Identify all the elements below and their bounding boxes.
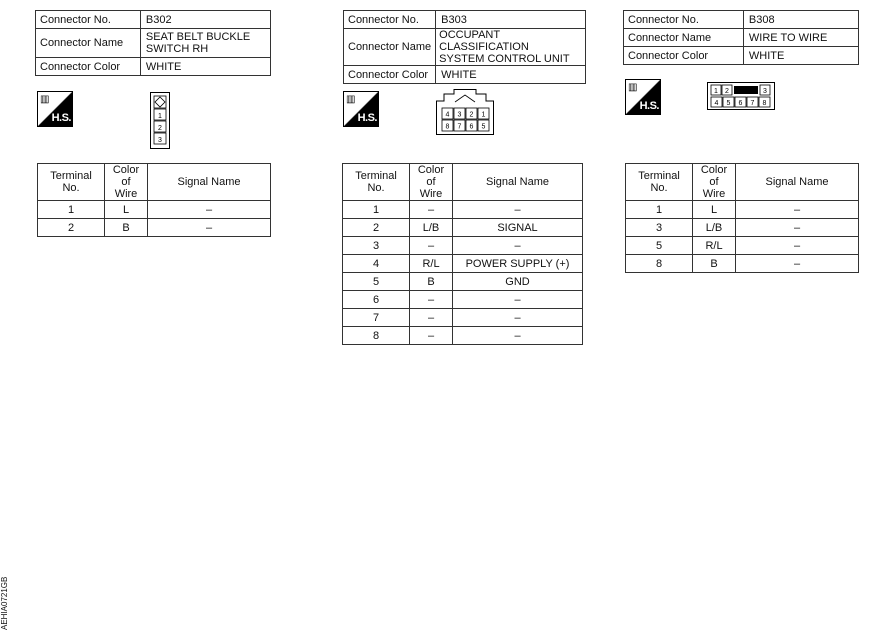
harness-side-icon: ▥ H.S. (343, 91, 379, 127)
terminal-table-b302: Terminal No. Color of Wire Signal Name 1 L – 2 B – (37, 163, 271, 237)
connector-face-b303 (436, 89, 494, 135)
figure-code: AEHIA0721GB (0, 576, 9, 630)
pin-label: 1 (481, 111, 486, 119)
table-row: 5 B GND (343, 273, 583, 291)
table-row: 6 – – (343, 291, 583, 309)
pin-label: 2 (469, 111, 474, 119)
table-row: 7 – – (343, 309, 583, 327)
pin-label: 3 (457, 111, 462, 119)
table-row: 3 – – (343, 237, 583, 255)
pin-label: 7 (750, 100, 755, 107)
pin-label: 8 (762, 100, 767, 107)
pin-label: 1 (714, 88, 718, 95)
table-row: 5 R/L – (626, 237, 859, 255)
connector-info-b303: Connector No. B303 Connector Name OCCUPANT CLASSIFICATION SYSTEM CONTROL UNIT Connector Color WHITE (343, 10, 586, 84)
connector-info-b302: Connector No. B302 Connector Name SEAT BELT BUCKLE SWITCH RH Connector Color WHITE (35, 10, 271, 76)
table-row: 1 L – (626, 201, 859, 219)
table-row: 4 R/L POWER SUPPLY (+) (343, 255, 583, 273)
harness-side-icon: ▥ H.S. (625, 79, 661, 115)
pin-label: 1 (158, 113, 162, 120)
table-row: 1 – – (343, 201, 583, 219)
connector-glyph-icon: ▥ (346, 94, 356, 105)
connector-glyph-icon: ▥ (628, 82, 638, 93)
table-row: 8 B – (626, 255, 859, 273)
connector-info-b308: Connector No. B308 Connector Name WIRE TO WIRE Connector Color WHITE (623, 10, 859, 65)
connector-glyph-icon: ▥ (40, 94, 50, 105)
pin-label: 8 (445, 123, 450, 131)
pin-label: 7 (457, 123, 462, 131)
terminal-table-b308: Terminal No. Color of Wire Signal Name 1 L – 3 L/B – 5 R/L – 8 B – (625, 163, 859, 273)
pin-label: 4 (445, 111, 450, 119)
pin-label: 2 (158, 125, 162, 132)
connector-face-b302 (150, 92, 170, 150)
pin-label: 2 (725, 88, 729, 95)
table-row: 3 L/B – (626, 219, 859, 237)
pin-label: 6 (738, 100, 743, 107)
pin-label: 3 (158, 137, 162, 144)
pin-label: 5 (726, 100, 731, 107)
connector-face-b308 (707, 82, 775, 110)
pin-label: 3 (763, 88, 767, 95)
table-row: 1 L – (38, 201, 271, 219)
pin-label: 5 (481, 123, 486, 131)
terminal-table-b303: Terminal No. Color of Wire Signal Name 1 – – 2 L/B SIGNAL 3 – – 4 R/L POWER SUPPLY (+) 5 B GND 6 – – 7 – – 8 – – (342, 163, 583, 345)
table-row: 2 L/B SIGNAL (343, 219, 583, 237)
table-row: 2 B – (38, 219, 271, 237)
table-row: 8 – – (343, 327, 583, 345)
pin-label: 6 (469, 123, 474, 131)
harness-side-icon: ▥ H.S. (37, 91, 73, 127)
pin-label: 4 (714, 100, 719, 107)
